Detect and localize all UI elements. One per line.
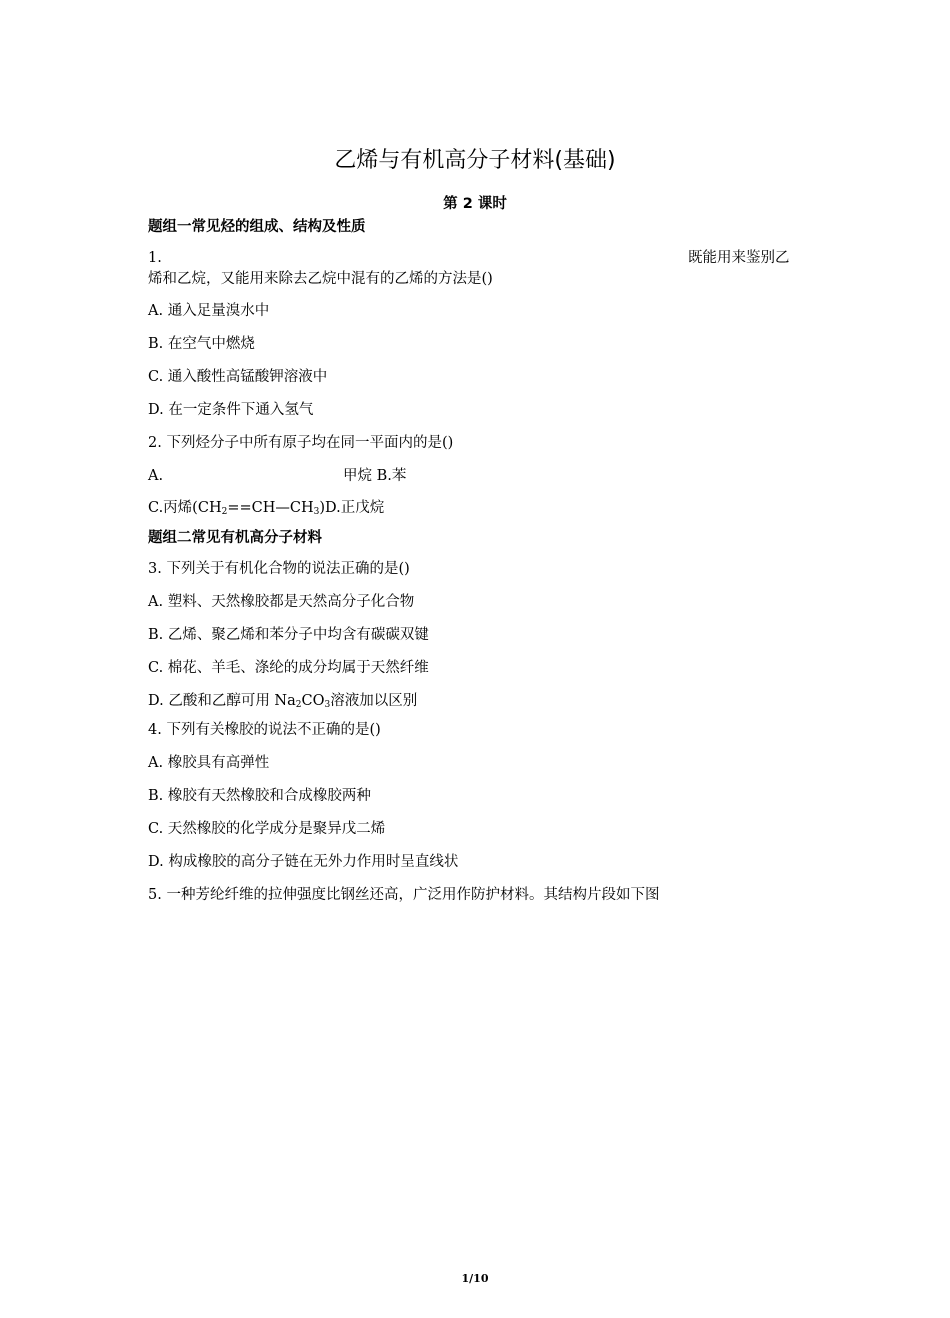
q3-option-b: B. 乙烯、聚乙烯和苯分子中均含有碳碳双键 [148,627,429,643]
page-title: 乙烯与有机高分子材料(基础) [334,148,616,173]
q3-option-d [148,690,417,712]
q4-option-d: D. 构成橡胶的高分子链在无外力作用时呈直线状 [148,854,459,870]
q3-optd-mid: CO [301,693,325,709]
q2-optc-prefix: C.丙烯(CH [148,500,222,516]
q2-stem: 2. 下列烃分子中所有原子均在同一平面内的是() [148,435,454,451]
q2-optc-suffix: )D.正戊烷 [319,500,385,516]
q1-text-right: 既能用来鉴别乙 [688,250,790,266]
q2-option-a: A. [148,468,164,484]
q1-number: 1. [148,250,162,266]
q1-option-a: A. 通入足量溴水中 [148,303,270,319]
q2-optc-mid: ==CH—CH [227,500,314,516]
q5-stem: 5. 一种芳纶纤维的拉伸强度比钢丝还高，广泛用作防护材料。其结构片段如下图 [148,887,660,903]
q1-option-d: D. 在一定条件下通入氢气 [148,402,314,418]
q2-option-c-d [148,497,384,519]
q2-optc-sub1: 2 [221,507,228,517]
q3-option-a: A. 塑料、天然橡胶都是天然高分子化合物 [148,594,415,610]
section-heading-1: 题组一常见烃的组成、结构及性质 [148,219,366,235]
q3-optd-suffix: 溶液加以区别 [330,693,418,709]
q4-option-c: C. 天然橡胶的化学成分是聚异戊二烯 [148,821,386,837]
q3-option-c: C. 棉花、羊毛、涤纶的成分均属于天然纤维 [148,660,429,676]
lesson-subtitle: 第 2 课时 [443,196,507,212]
q2-option-a-b: 甲烷 B.苯 [343,468,407,484]
q1-option-c: C. 通入酸性高锰酸钾溶液中 [148,369,328,385]
q4-option-b: B. 橡胶有天然橡胶和合成橡胶两种 [148,788,371,804]
q1-text-cont: 烯和乙烷，又能用来除去乙烷中混有的乙烯的方法是() [148,271,493,287]
q4-stem: 4. 下列有关橡胶的说法不正确的是() [148,722,381,738]
q4-option-a: A. 橡胶具有高弹性 [148,755,270,771]
page-number: 1/10 [461,1272,489,1285]
q3-optd-sub2: 3 [324,700,331,710]
q2-optc-sub2: 3 [313,507,320,517]
q3-optd-prefix: D. 乙酸和乙醇可用 Na [148,693,296,709]
q3-optd-sub1: 2 [295,700,302,710]
q1-option-b: B. 在空气中燃烧 [148,336,255,352]
section-heading-2: 题组二常见有机高分子材料 [148,530,322,546]
q3-stem: 3. 下列关于有机化合物的说法正确的是() [148,561,410,577]
